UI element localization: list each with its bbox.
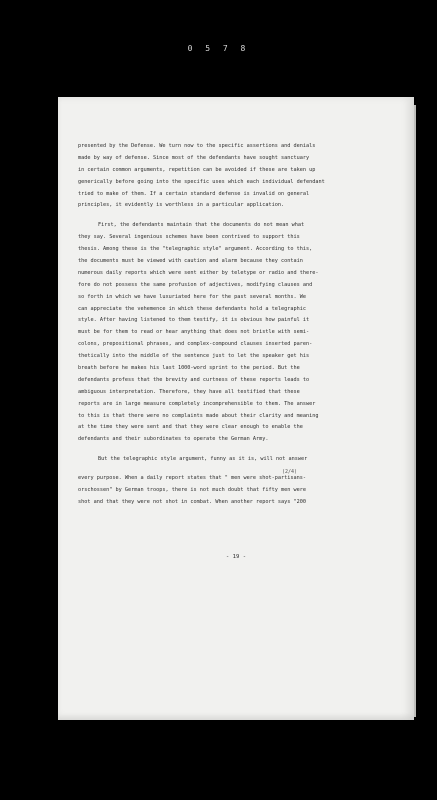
text-line: defendants profess that the brevity and curtness of these reports leads to (78, 376, 310, 383)
text-line: the documents must be viewed with caution and alarm because they contain (78, 258, 303, 265)
text-line: But the telegraphic style argument, funny as it is, will not answer (98, 456, 308, 463)
text-line: must be for them to read or hear anything that does not bristle with semi- (78, 329, 310, 336)
text-line: can appreciate the vehemence in which these defendants hold a telegraphic (78, 305, 306, 312)
text-line: presented by the Defense. We turn now to the specific assertions and denials (78, 143, 316, 149)
text-line: reports are in large measure completely incomprehensible to them. The answer (78, 400, 316, 407)
text-line: made by way of defense. Since most of the defendants have sought sanctuary (78, 154, 310, 161)
text-line: they say. Several ingenious schemes have been contrived to support this (78, 234, 300, 241)
text-line: First, the defendants maintain that the documents do not mean what (98, 222, 305, 229)
text-line: so forth in which we have luxuriated here for the past several months. We (78, 293, 306, 300)
text-line: principles, it evidently is worthless in a particular application. (78, 202, 285, 209)
text-line: style. After having listened to them testify, it is obvious how painful it (78, 317, 310, 324)
text-line: numerous daily reports which were sent either by teletype or radio and there- (78, 269, 319, 276)
text-line: thesis. Among these is the "telegraphic style" argument. According to this, (78, 246, 313, 253)
microfilm-frame-number: 0 5 7 8 (187, 44, 250, 53)
page-body-text (78, 141, 393, 509)
text-line: to this is that there were no complaints made about their clarity and meaning (78, 412, 319, 419)
document-page (58, 97, 414, 720)
text-line: defendants and their subordinates to operate the German Army. (78, 436, 269, 443)
paragraph-2 (78, 220, 393, 446)
paragraph-3 (78, 454, 393, 509)
text-line: generically before going into the specific uses which each individual defendant (78, 178, 325, 185)
text-line: fore do not possess the same profusion of adjectives, modifying clauses and (78, 281, 313, 288)
text-line: orschossen" by German troops, there is not much doubt that fifty men were (78, 487, 306, 494)
text-line: every purpose. When a daily report states that " men were shot-partisans- (78, 475, 306, 482)
text-line: at the time they were sent and that they were clear enough to enable the (78, 424, 303, 431)
text-line: thetically into the middle of the sentence just to let the speaker get his (78, 353, 310, 360)
paragraph-1 (78, 141, 393, 212)
handwritten-insertion: (2/4) (282, 469, 298, 476)
text-line: breath before he makes his last 1000-word sprint to the period. But the (78, 365, 300, 372)
text-line: colons, prepositional phrases, and complex-compound clauses inserted paren- (78, 341, 313, 348)
text-line: shot and that they were not shot in combat. When another report says "200 (78, 498, 306, 505)
text-line: ambiguous interpretation. Therefore, they have all testified that these (78, 388, 300, 395)
text-line: in certain common arguments, repetition can be avoided if these are taken up (78, 166, 316, 173)
text-line: tried to make of them. If a certain standard defense is invalid on general (78, 190, 310, 197)
page-number: - 19 - (225, 554, 247, 560)
